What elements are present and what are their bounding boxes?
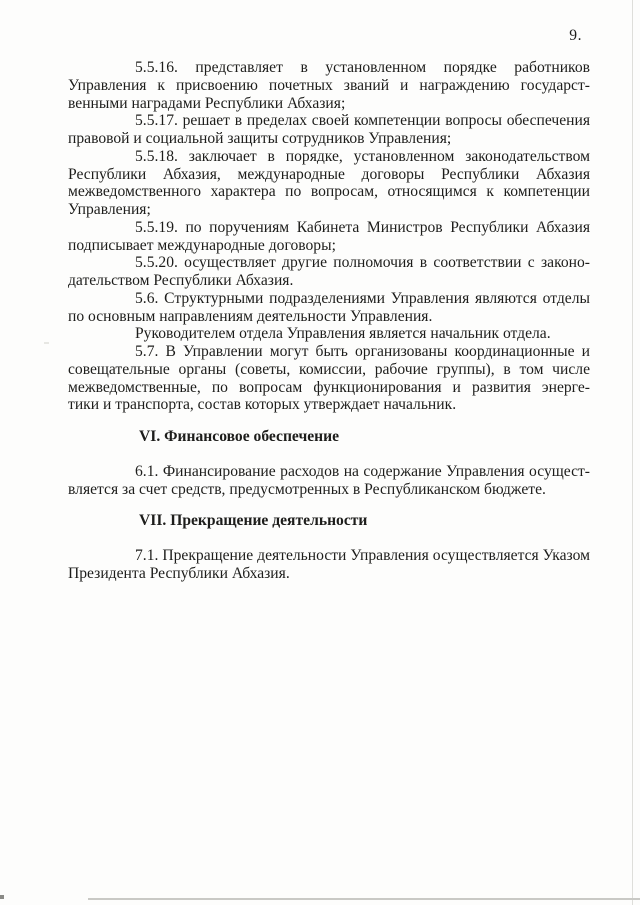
- scan-edge-bottom: [88, 898, 640, 900]
- text-line: правовой и социальной защиты сотрудников Управления;: [68, 130, 452, 147]
- text-line: 7.1. Прекращение деятельности Управления осуществляется Указом: [135, 547, 590, 564]
- text-line: по основным направлениям деятельности Управления.: [68, 307, 433, 325]
- scan-corner-dot: [0, 895, 4, 899]
- text-line: 5.6. Структурными подразделениями Управления являются отделы: [135, 289, 590, 307]
- section-heading-vi: VI. Финансовое обеспечение: [139, 428, 340, 445]
- page-number: 9.: [569, 27, 582, 44]
- text-line: дательством Республики Абхазия.: [68, 272, 294, 289]
- paragraph-5-5-19: [68, 219, 590, 255]
- text-line: 5.7. В Управлении могут быть организованы координационные и: [135, 343, 590, 360]
- text-line: Управления к присвоению почетных званий и награждению государст-: [68, 76, 590, 94]
- text-line: подписывает международные договоры;: [68, 236, 336, 254]
- text-line: межведомственного характера по вопросам, относящимся к компетенции: [68, 183, 590, 201]
- text-line: венными наградами Республики Абхазия;: [68, 94, 346, 112]
- text-line: 5.5.18. заключает в порядке, установленном законодательством: [135, 147, 590, 165]
- section-heading-vii: VII. Прекращение деятельности: [139, 512, 368, 530]
- text-line: Президента Республики Абхазия.: [68, 564, 290, 582]
- text-line: 5.5.16. представляет в установленном порядке работников: [135, 59, 590, 76]
- paragraph-5-5-17: [68, 112, 590, 148]
- text-line: Руководителем отдела Управления является начальник отдела.: [135, 325, 551, 343]
- text-line: 6.1. Финансирование расходов на содержание Управления осущест-: [135, 462, 590, 480]
- text-line: Республики Абхазия, международные договоры Республики Абхазия: [68, 165, 590, 183]
- text-line: Управления;: [68, 201, 151, 218]
- paragraph-5-7: [68, 343, 590, 414]
- text-line: межведомственные, по вопросам функционирования и развития энерге-: [68, 378, 590, 396]
- scan-edge-right: [632, 0, 633, 905]
- text-line: 5.5.20. осуществляет другие полномочия в соответствии с законо-: [135, 254, 590, 272]
- document-body: [68, 59, 590, 583]
- paragraph-7-1: [68, 547, 590, 583]
- text-line: тики и транспорта, состав которых утверждает начальник.: [68, 396, 457, 414]
- paragraph-5-5-20: [68, 254, 590, 290]
- paragraph-5-6: [68, 290, 590, 326]
- text-line: 5.5.19. по поручениям Кабинета Министров Республики Абхазия: [135, 218, 590, 236]
- paragraph-6-1: [68, 463, 590, 499]
- text-line: 5.5.17. решает в пределах своей компетенции вопросы обеспечения: [135, 112, 590, 130]
- paragraph-head-of-department: [68, 325, 590, 343]
- paragraph-5-5-18: [68, 148, 590, 219]
- text-line: совещательные органы (советы, комиссии, рабочие группы), в том числе: [68, 360, 590, 378]
- text-line: вляется за счет средств, предусмотренных в Республиканском бюджете.: [68, 480, 546, 498]
- paragraph-5-5-16: [68, 59, 590, 112]
- scan-fleck: [44, 342, 49, 344]
